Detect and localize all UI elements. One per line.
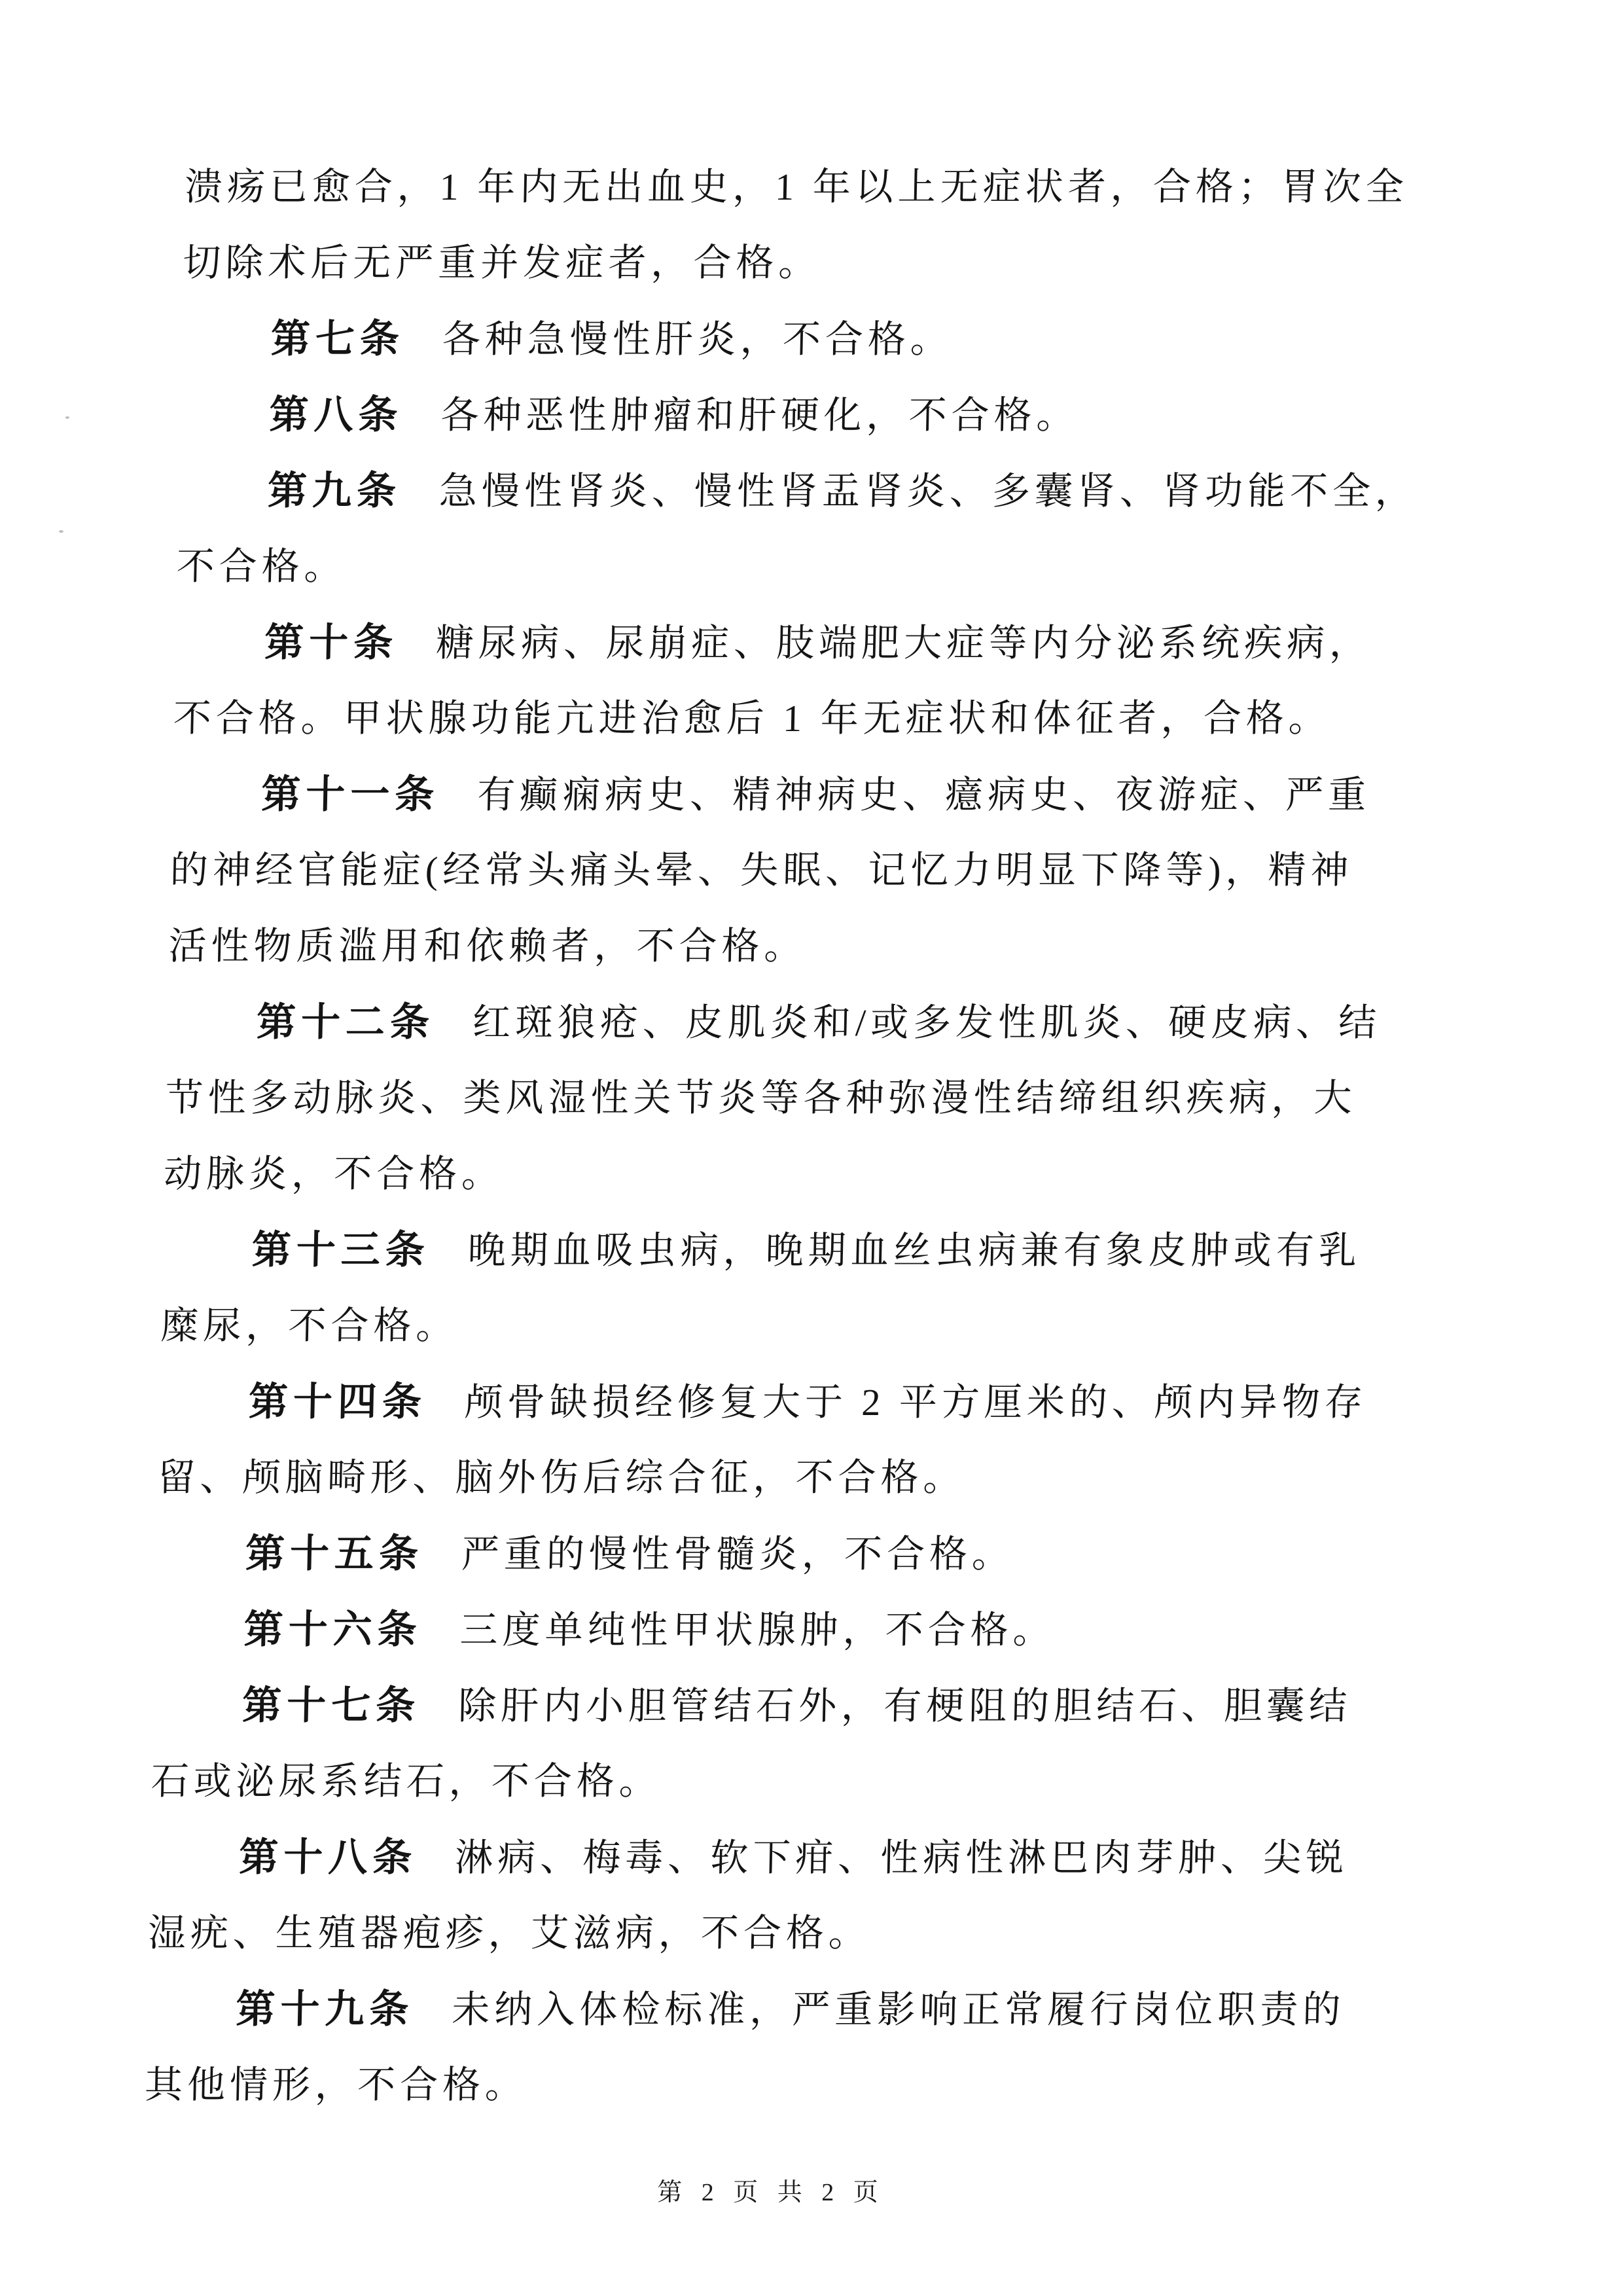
page-number-footer: 第 2 页 共 2 页 [657,2179,885,2206]
article-text: 不合格。 [175,545,348,588]
text-line [155,1516,1452,1592]
text-line [147,1895,1444,1971]
article-number: 第十条 [264,620,399,664]
article-text: 急慢性肾炎、慢性肾盂肾炎、多囊肾、肾功能不全， [438,470,1418,512]
text-line [152,1668,1449,1744]
article-text: 石或泌尿系结石，不合格。 [151,1760,662,1803]
article-text: 节性多动脉炎、类风湿性关节炎等各种弥漫性结缔组织疾病，大 [164,1077,1357,1119]
article-number: 第十五条 [245,1532,424,1575]
text-line [168,908,1465,984]
text-line [160,1288,1457,1364]
article-text: 糜尿，不合格。 [160,1304,459,1347]
article-text: 活性物质滥用和依赖者，不合格。 [168,925,808,967]
article-number: 第十六条 [243,1607,423,1651]
text-line [156,1440,1454,1516]
article-text: 淋病、梅毒、软下疳、性病性淋巴肉芽肿、尖锐 [454,1837,1349,1879]
article-text: 的神经官能症(经常头痛头晕、失眠、记忆力明显下降等)，精神 [169,849,1354,891]
article-number: 第十九条 [235,1987,415,2031]
article-number: 第十一条 [260,772,440,816]
text-line [177,453,1474,529]
text-line [158,1364,1455,1440]
text-line [175,529,1472,605]
text-line [145,1971,1442,2047]
text-line [166,984,1463,1060]
text-line [182,225,1479,301]
text-line [144,2047,1441,2123]
article-text: 切除术后无严重并发症者，合格。 [182,242,822,284]
scan-speck [65,416,69,419]
article-text: 动脉炎，不合格。 [163,1153,505,1195]
text-line [151,1744,1448,1820]
text-line [162,1212,1459,1288]
article-text: 各种急慢性肝炎，不合格。 [442,318,954,361]
article-text: 红斑狼疮、皮肌炎和/或多发性肌炎、硬皮病、结 [472,1001,1382,1044]
article-number: 第十七条 [241,1683,421,1727]
text-line [169,833,1467,908]
article-number: 第九条 [267,469,402,512]
article-number: 第七条 [270,317,405,361]
text-line [174,605,1471,681]
text-line [173,681,1470,757]
article-text: 糖尿病、尿崩症、肢端肥大症等内分泌系统疾病， [435,622,1372,664]
article-number: 第十二条 [256,1000,435,1044]
article-number: 第八条 [268,393,404,437]
article-number: 第十三条 [251,1228,431,1272]
document-body [144,149,1481,2123]
text-line [184,149,1481,225]
article-text: 其他情形，不合格。 [144,2064,528,2106]
article-text: 不合格。甲状腺功能亢进治愈后 1 年无症状和体征者，合格。 [173,697,1332,740]
text-line [164,1060,1461,1136]
article-text: 溃疡已愈合，1 年内无出血史，1 年以上无症状者，合格；胃次全 [184,166,1409,208]
text-line [153,1592,1450,1668]
article-text: 留、颅脑畸形、脑外伤后综合征，不合格。 [156,1456,967,1499]
article-text: 严重的慢性骨髓炎，不合格。 [461,1533,1015,1575]
scan-speck [59,530,63,533]
article-text: 湿疣、生殖器疱疹，艾滋病，不合格。 [147,1912,872,1954]
article-text: 未纳入体检标准，严重影响正常履行岗位职责的 [451,1988,1346,2031]
article-number: 第十八条 [238,1835,418,1879]
article-text: 除肝内小胆管结石外，有梗阻的胆结石、胆囊结 [457,1685,1352,1727]
article-text: 颅骨缺损经修复大于 2 平方厘米的、颅内异物存 [464,1381,1368,1424]
text-line [163,1136,1460,1212]
text-line [149,1820,1446,1895]
text-line [181,301,1478,377]
text-line [179,377,1476,453]
article-text: 三度单纯性甲状腺肿，不合格。 [459,1609,1056,1651]
article-text: 各种恶性肿瘤和肝硬化，不合格。 [440,394,1080,437]
article-number: 第十四条 [248,1380,427,1424]
article-text: 晚期血吸虫病，晚期血丝虫病兼有象皮肿或有乳 [467,1229,1362,1272]
text-line [171,757,1468,833]
article-text: 有癫痫病史、精神病史、癔病史、夜游症、严重 [476,774,1372,816]
